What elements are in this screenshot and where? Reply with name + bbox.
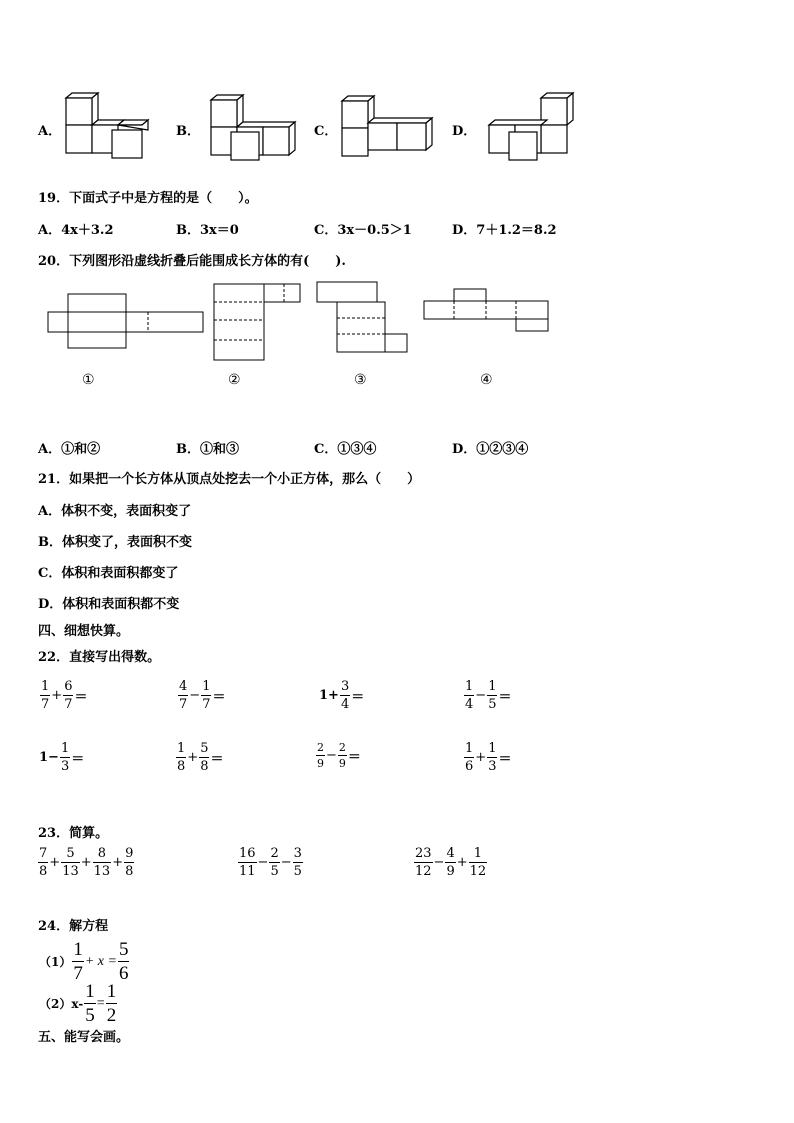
q22-expr-2: $\frac{4}{7}$ − $\frac{1}{7}$ ＝ [179,679,226,712]
q20-figure-label-3: ③ [354,372,367,388]
q20-figure-label-2: ② [228,372,241,388]
section-4-title: 四、细想快算。 [38,624,130,639]
q21-option-d[interactable]: D．体积和表面积都不变 [38,597,180,612]
q23-expr-1: $\frac{7}{8}$ + $\frac{5}{13}$ + $\frac{8}{13}$ + $\frac{9}{8}$ [39,846,134,879]
q20-figure-label-1: ① [82,372,95,388]
q20-stem: 20．下列图形沿虚线折叠后能围成长方体的有( ). [38,254,346,269]
q22-expr-7: $\frac{2}{9}$ − $\frac{2}{9}$ ＝ [317,741,361,770]
q22-expr-1: $\frac{1}{7}$ + $\frac{6}{7}$ ＝ [41,679,88,712]
q21-stem: 21．如果把一个长方体从顶点处挖去一个小正方体，那么（ ） [38,472,421,487]
q21-option-c[interactable]: C．体积和表面积都变了 [38,566,179,581]
q20-net-3 [315,280,410,358]
q18-figure-d [485,90,580,165]
q18-figure-c [338,93,438,161]
q20-option-a[interactable]: A．①和② [38,442,101,457]
q19-option-d[interactable]: D．7＋1.2＝8.2 [452,223,557,238]
q20-option-c[interactable]: C．①③④ [314,442,377,457]
q22-expr-5: 1− $\frac{1}{3}$ ＝ [39,741,85,774]
q23-expr-2: $\frac{16}{11}$ − $\frac{2}{5}$ − $\frac{3}{5}$ [239,846,302,879]
q21-option-a[interactable]: A．体积不变，表面积变了 [38,504,192,519]
q21-option-b[interactable]: B．体积变了，表面积不变 [38,535,192,550]
q23-expr-3: $\frac{23}{12}$ − $\frac{4}{9}$ + $\frac{1}{12}$ [415,846,487,879]
q18-option-a[interactable]: A． [38,124,62,139]
q22-expr-4: $\frac{1}{4}$ − $\frac{1}{5}$ ＝ [465,679,512,712]
section-5-title: 五、能写会画。 [38,1030,130,1045]
q18-option-c[interactable]: C． [314,124,338,139]
q22-expr-3: 1+ $\frac{3}{4}$ ＝ [319,679,365,712]
q24-stem: 24．解方程 [38,919,109,934]
q19-stem: 19．下面式子中是方程的是（ ）。 [38,191,258,206]
q23-stem: 23．简算。 [38,826,109,841]
q20-net-4 [422,287,552,335]
q18-figure-a [60,90,155,160]
q22-expr-6: $\frac{1}{8}$ + $\frac{5}{8}$ ＝ [177,741,224,774]
q20-net-1 [48,292,208,352]
q18-option-b[interactable]: B． [176,124,200,139]
q20-option-b[interactable]: B．①和③ [176,442,239,457]
q19-option-c[interactable]: C．3x－0.5＞1 [314,223,412,238]
q18-figure-b [205,90,305,165]
q20-net-2 [212,282,307,364]
q22-expr-8: $\frac{1}{6}$ + $\frac{1}{3}$ ＝ [465,741,512,774]
q20-option-d[interactable]: D．①②③④ [452,442,529,457]
q20-figure-label-4: ④ [480,372,493,388]
q19-option-b[interactable]: B．3x＝0 [176,223,239,238]
q24-equation-2: （2）x- $\frac{1}{5}$ = $\frac{1}{2}$ [39,981,117,1026]
q24-equation-1: （1） $\frac{1}{7}$ + x = $\frac{5}{6}$ [39,939,129,984]
q18-option-d[interactable]: D． [452,124,477,139]
q22-stem: 22．直接写出得数。 [38,650,161,665]
q19-option-a[interactable]: A．4x＋3.2 [38,223,114,238]
